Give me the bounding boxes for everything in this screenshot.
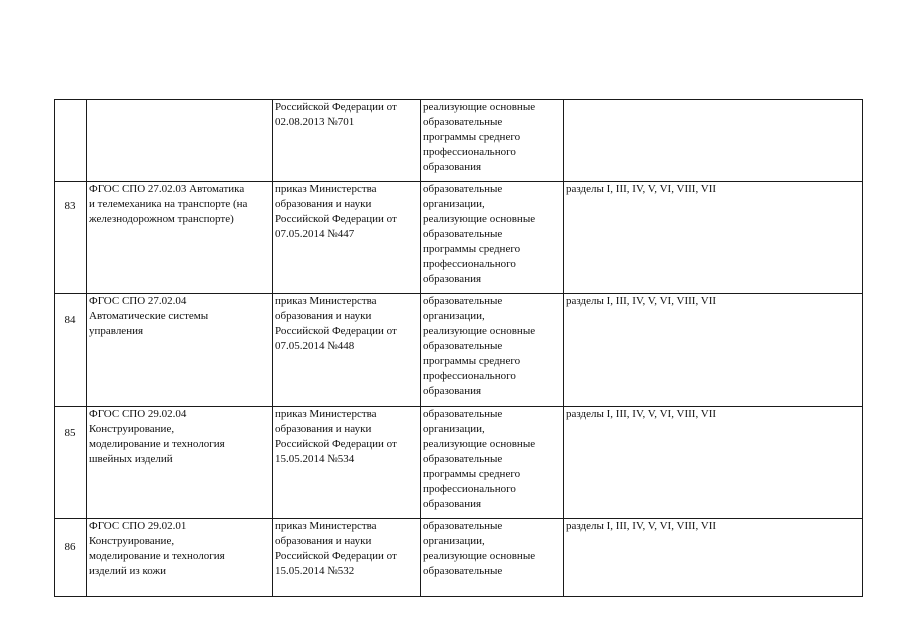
sections-cell: разделы I, III, IV, V, VI, VIII, VII — [566, 295, 717, 307]
column-divider — [272, 99, 273, 596]
standard-cell: ФГОС СПО 29.02.04 Конструирование, моделирование и технология швейных изделий — [89, 408, 225, 465]
standard-cell: ФГОС СПО 27.02.03 Автоматика и телемеханика на транспорте (на железнодорожном транспорте) — [89, 183, 248, 225]
orgs-cell: образовательные организации, реализующие основные образовательные программы среднего профессионального образования — [423, 295, 536, 397]
row-number: 84 — [64, 314, 76, 326]
row-number: 83 — [64, 200, 76, 212]
order-cell: приказ Министерства образования и науки Российской Федерации от 07.05.2014 №447 — [275, 183, 397, 240]
row-number: 86 — [64, 541, 76, 553]
table-left-border — [54, 99, 55, 596]
sections-cell: разделы I, III, IV, V, VI, VIII, VII — [566, 520, 717, 532]
orgs-cell: образовательные организации, реализующие основные образовательные — [423, 520, 536, 577]
orgs-cell: реализующие основные образовательные программы среднего профессионального образования — [423, 101, 536, 173]
orgs-cell: образовательные организации, реализующие основные образовательные программы среднего профессионального образования — [423, 183, 536, 285]
order-cell: приказ Министерства образования и науки Российской Федерации от 15.05.2014 №534 — [275, 408, 397, 465]
sections-cell: разделы I, III, IV, V, VI, VIII, VII — [566, 408, 717, 420]
standard-cell: ФГОС СПО 27.02.04 Автоматические системы управления — [89, 295, 209, 337]
table-right-border — [862, 99, 863, 596]
order-cell: Российской Федерации от 02.08.2013 №701 — [275, 101, 397, 128]
standard-cell: ФГОС СПО 29.02.01 Конструирование, моделирование и технология изделий из кожи — [89, 520, 225, 577]
row-number: 85 — [64, 427, 76, 439]
column-divider — [86, 99, 87, 596]
sections-cell: разделы I, III, IV, V, VI, VIII, VII — [566, 183, 717, 195]
table-bottom-border — [54, 596, 863, 597]
column-divider — [420, 99, 421, 596]
column-divider — [563, 99, 564, 596]
orgs-cell: образовательные организации, реализующие основные образовательные программы среднего профессионального образования — [423, 408, 536, 510]
order-cell: приказ Министерства образования и науки Российской Федерации от 15.05.2014 №532 — [275, 520, 397, 577]
order-cell: приказ Министерства образования и науки Российской Федерации от 07.05.2014 №448 — [275, 295, 397, 352]
